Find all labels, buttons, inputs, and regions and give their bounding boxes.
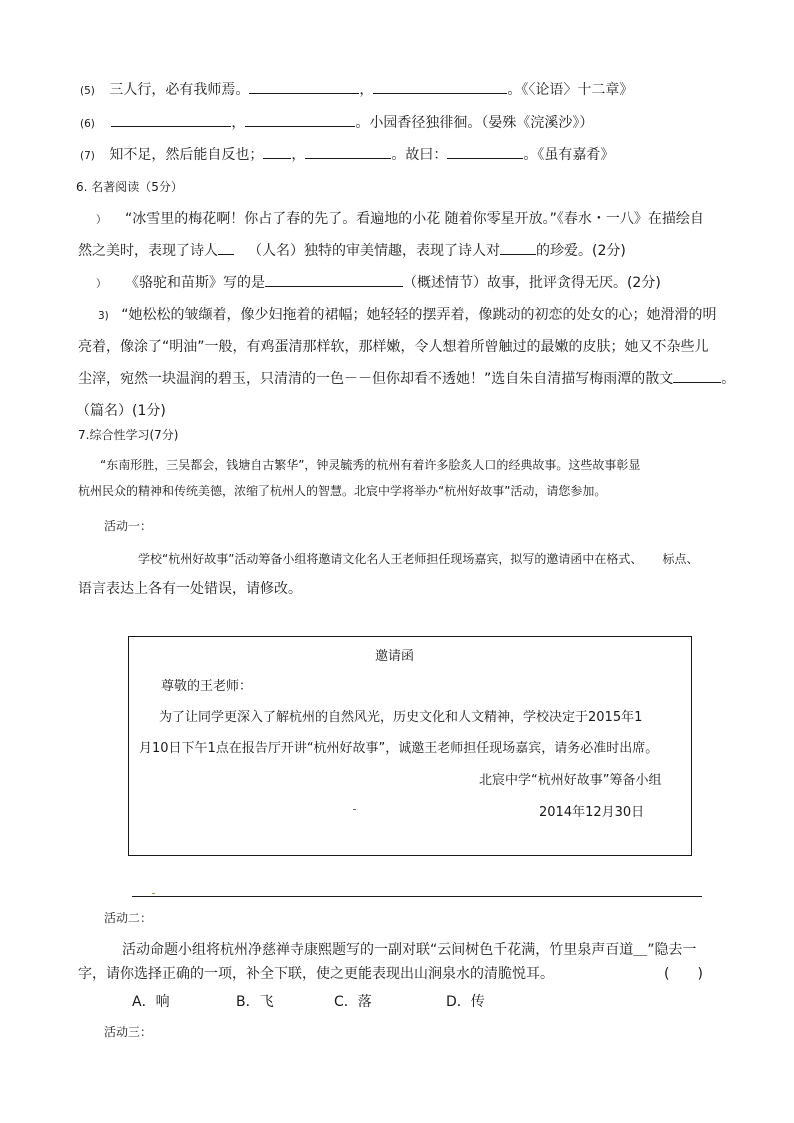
answer-bracket[interactable]: ( ) — [664, 966, 703, 982]
reading-item-3-line2: 亮着，像涂了“明油”一般，有鸡蛋清那样软，那样嫩，令人想着所曾触过的最嫩的皮肤；她又不杂些儿 — [78, 339, 709, 355]
option-b[interactable]: B．飞 — [236, 994, 274, 1010]
option-a[interactable]: A．响 — [132, 994, 170, 1010]
answer-blank[interactable] — [447, 145, 523, 159]
letter-title: 邀请函 — [375, 649, 415, 664]
answer-blank[interactable] — [673, 369, 721, 383]
speck — [353, 809, 356, 810]
invitation-letter-box — [128, 636, 692, 856]
answer-blank[interactable] — [305, 145, 391, 159]
answer-line[interactable] — [132, 896, 702, 897]
answer-blank[interactable] — [500, 241, 536, 255]
answer-blank[interactable] — [265, 273, 403, 287]
answer-blank[interactable] — [373, 80, 507, 94]
section-7-title: 7.综合性学习(7分) — [78, 428, 179, 442]
reading-item-1-cont: 然之美时，表现了诗人 （人名）独特的审美情趣，表现了诗人对 的珍爱。(2分) — [78, 243, 626, 259]
section-7-intro-2: 杭州民众的精神和传统美德，浓缩了杭州人的智慧。北宸中学将举办“杭州好故事”活动，请您参加。 — [78, 484, 607, 498]
activity-1-line-1: 学校“杭州好故事”活动筹备小组将邀请文化名人王老师担任现场嘉宾，拟写的邀请函中在格式、 标点、 — [138, 552, 699, 566]
letter-body-1: 为了让同学更深入了解杭州的自然风光，历史文化和人文精神，学校决定于2015年1 — [159, 710, 643, 725]
reading-item-3: 3) “她松松的皱缬着，像少妇拖着的裙幅；她轻轻的摆弄着，像跳动的初恋的处女的心；她滑滑的明 — [98, 307, 717, 323]
answer-blank[interactable] — [263, 145, 291, 159]
question-number: (6) — [80, 118, 95, 130]
answer-blank[interactable] — [111, 113, 231, 127]
reading-item-1: ） “冰雪里的梅花啊！你占了春的先了。看遍地的小花 随着你零星开放。”《春水・一八》在描绘自 — [96, 211, 704, 227]
activity-1-line-2: 语言表达上各有一处错误，请修改。 — [78, 581, 302, 597]
section-6-title: 6. 名著阅读（5分） — [76, 180, 183, 194]
option-d[interactable]: D．传 — [446, 994, 485, 1010]
letter-salutation: 尊敬的王老师： — [161, 679, 253, 694]
reading-item-2: ） 《骆驼和苗斯》写的是 （概述情节）故事，批评贪得无厌。(2分) — [96, 275, 661, 291]
question-6: (6) ， 。小园香径独徘徊。（晏殊《浣溪沙》） — [80, 115, 594, 131]
activity-3-title: 活动三： — [104, 1025, 153, 1039]
question-5: (5) 三人行，必有我师焉。 ， 。《〈论语〉十二章》 — [80, 82, 634, 98]
answer-blank[interactable] — [245, 113, 355, 127]
question-number: (7) — [80, 150, 95, 162]
letter-signature: 北宸中学“杭州好故事”筹备小组 — [479, 773, 662, 788]
answer-blank[interactable] — [218, 241, 234, 255]
letter-body-2: 月10日下午1点在报告厅开讲“杭州好故事”，诚邀王老师担任现场嘉宾，请务必准时出席。 — [139, 741, 659, 756]
activity-2-line-1: 活动命题小组将杭州净慈禅寺康熙题写的一副对联“云间树色千花满，竹里泉声百道＿”隐去一 — [122, 942, 697, 958]
speck — [152, 893, 155, 894]
reading-item-3-line3: 尘滓，宛然一块温润的碧玉，只清清的一色－－但你却看不透她！”选自朱自清描写梅雨潭的散文 。 — [78, 371, 736, 387]
section-7-intro-1: “东南形胜，三吴都会，钱塘自古繁华”，钟灵毓秀的杭州有着许多脍炙人口的经典故事。这些故事彰显 — [100, 458, 641, 472]
activity-2-line-2: 字，请你选择正确的一项，补全下联，使之更能表现出山涧泉水的清脆悦耳。 — [78, 966, 554, 982]
letter-date: 2014年12月30日 — [539, 805, 645, 820]
reading-item-3-line4: （篇名）(1分) — [76, 403, 166, 419]
activity-1-title: 活动一： — [104, 519, 153, 533]
question-number: (5) — [80, 85, 95, 97]
activity-2-title: 活动二： — [104, 911, 153, 925]
question-7: (7) 知不足，然后能自反也； ， 。故曰： 。《虽有嘉肴》 — [80, 147, 615, 163]
option-c[interactable]: C．落 — [334, 994, 372, 1010]
answer-blank[interactable] — [249, 80, 359, 94]
